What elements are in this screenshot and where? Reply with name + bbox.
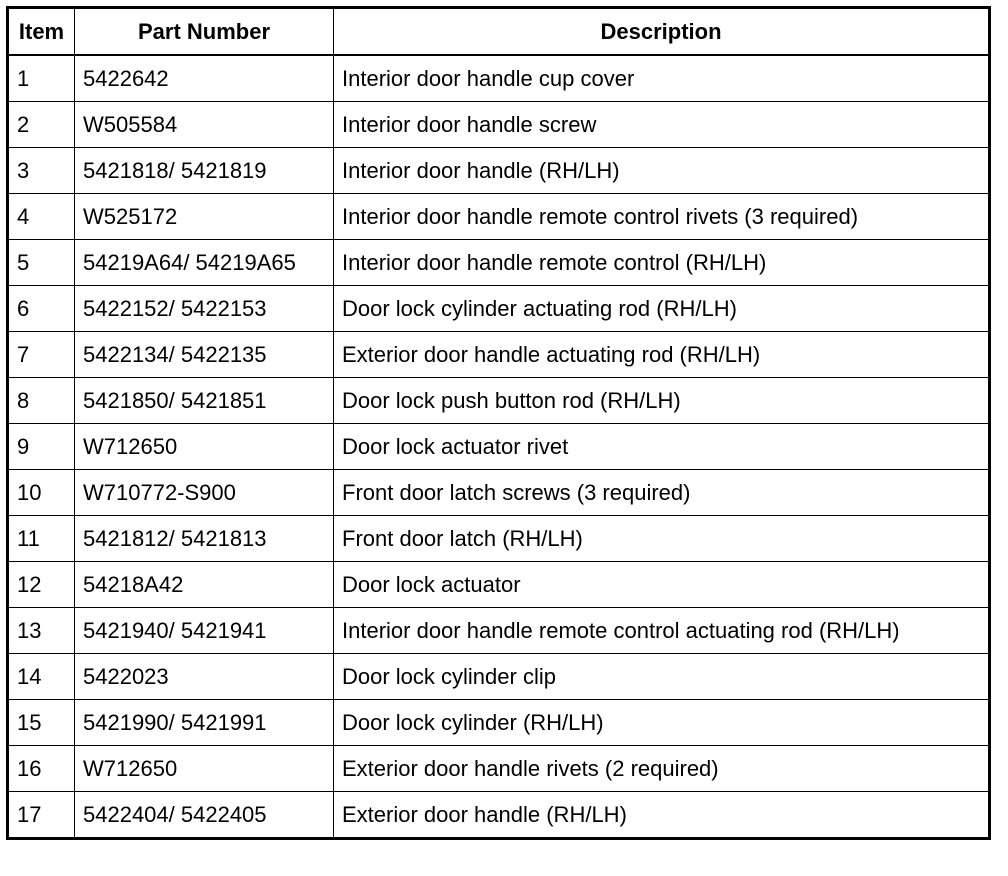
cell-description: Door lock cylinder actuating rod (RH/LH) (334, 286, 990, 332)
cell-item: 9 (8, 424, 75, 470)
table-row (8, 194, 990, 240)
cell-item: 5 (8, 240, 75, 286)
table-row (8, 286, 990, 332)
cell-part-number: 5421818/ 5421819 (75, 148, 334, 194)
cell-part-number: W525172 (75, 194, 334, 240)
cell-part-number: 5422642 (75, 55, 334, 102)
cell-description: Front door latch screws (3 required) (334, 470, 990, 516)
cell-item: 8 (8, 378, 75, 424)
cell-description: Door lock actuator (334, 562, 990, 608)
cell-item: 4 (8, 194, 75, 240)
table-row (8, 55, 990, 102)
table-row (8, 608, 990, 654)
cell-item: 10 (8, 470, 75, 516)
cell-part-number: 5421940/ 5421941 (75, 608, 334, 654)
table-row (8, 562, 990, 608)
cell-description: Exterior door handle rivets (2 required) (334, 746, 990, 792)
cell-description: Interior door handle remote control actuating rod (RH/LH) (334, 608, 990, 654)
cell-part-number: 5422404/ 5422405 (75, 792, 334, 839)
cell-item: 12 (8, 562, 75, 608)
table-row (8, 332, 990, 378)
cell-description: Exterior door handle actuating rod (RH/LH) (334, 332, 990, 378)
header-item: Item (8, 8, 75, 56)
cell-description: Front door latch (RH/LH) (334, 516, 990, 562)
cell-part-number: W710772-S900 (75, 470, 334, 516)
cell-description: Exterior door handle (RH/LH) (334, 792, 990, 839)
cell-part-number: W505584 (75, 102, 334, 148)
cell-item: 15 (8, 700, 75, 746)
cell-description: Door lock actuator rivet (334, 424, 990, 470)
header-row (8, 8, 990, 56)
cell-item: 3 (8, 148, 75, 194)
table-row (8, 424, 990, 470)
table-row (8, 148, 990, 194)
cell-item: 1 (8, 55, 75, 102)
table-row (8, 792, 990, 839)
cell-description: Door lock cylinder (RH/LH) (334, 700, 990, 746)
cell-description: Door lock cylinder clip (334, 654, 990, 700)
cell-part-number: 5421812/ 5421813 (75, 516, 334, 562)
table-row (8, 654, 990, 700)
cell-description: Interior door handle cup cover (334, 55, 990, 102)
header-description: Description (334, 8, 990, 56)
cell-item: 17 (8, 792, 75, 839)
table-body (8, 55, 990, 839)
cell-part-number: W712650 (75, 424, 334, 470)
cell-part-number: 5422023 (75, 654, 334, 700)
cell-part-number: 5422152/ 5422153 (75, 286, 334, 332)
cell-part-number: 5421850/ 5421851 (75, 378, 334, 424)
cell-description: Door lock push button rod (RH/LH) (334, 378, 990, 424)
cell-description: Interior door handle (RH/LH) (334, 148, 990, 194)
cell-item: 13 (8, 608, 75, 654)
parts-table (6, 6, 991, 840)
cell-description: Interior door handle screw (334, 102, 990, 148)
cell-part-number: 54218A42 (75, 562, 334, 608)
cell-item: 11 (8, 516, 75, 562)
table-row (8, 378, 990, 424)
table-row (8, 470, 990, 516)
cell-description: Interior door handle remote control (RH/LH) (334, 240, 990, 286)
table-row (8, 102, 990, 148)
cell-item: 6 (8, 286, 75, 332)
cell-part-number: 54219A64/ 54219A65 (75, 240, 334, 286)
cell-item: 14 (8, 654, 75, 700)
header-part-number: Part Number (75, 8, 334, 56)
cell-part-number: 5422134/ 5422135 (75, 332, 334, 378)
cell-description: Interior door handle remote control rivets (3 required) (334, 194, 990, 240)
cell-item: 7 (8, 332, 75, 378)
cell-item: 16 (8, 746, 75, 792)
table-header (8, 8, 990, 56)
cell-part-number: W712650 (75, 746, 334, 792)
table-row (8, 240, 990, 286)
cell-item: 2 (8, 102, 75, 148)
table-row (8, 746, 990, 792)
cell-part-number: 5421990/ 5421991 (75, 700, 334, 746)
table-row (8, 700, 990, 746)
table-row (8, 516, 990, 562)
